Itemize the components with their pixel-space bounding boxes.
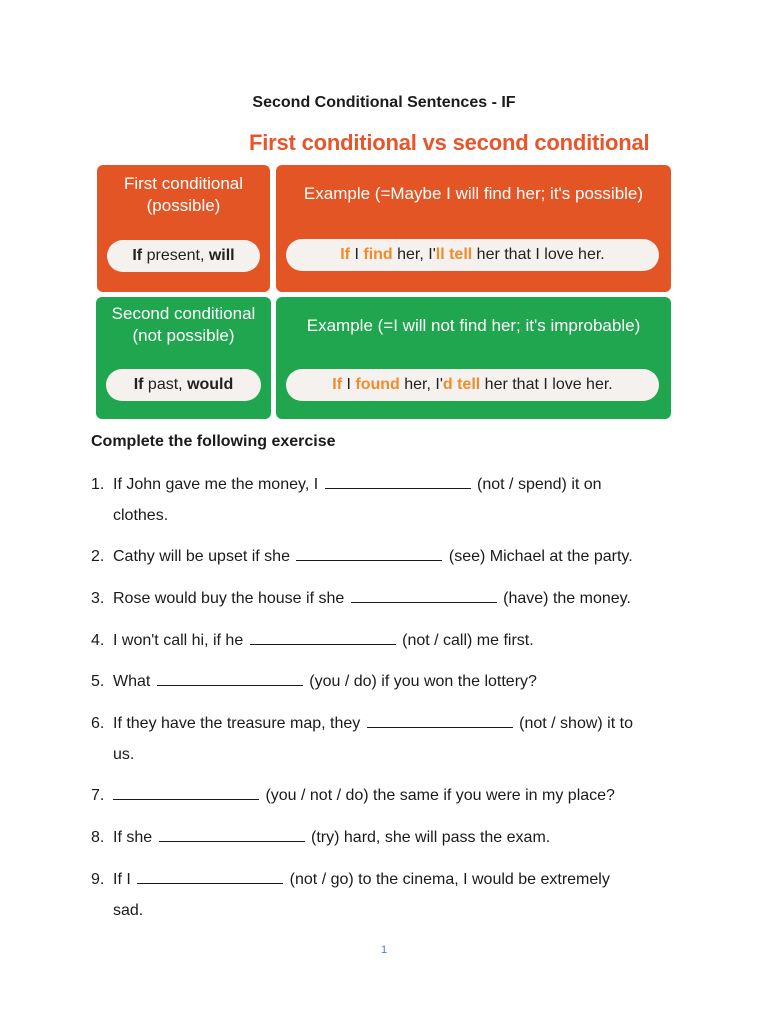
first-conditional-label: First conditional (possible)	[123, 174, 244, 215]
answer-blank[interactable]	[250, 630, 396, 645]
document-title: Second Conditional Sentences - IF	[252, 94, 516, 111]
answer-blank[interactable]	[113, 785, 259, 800]
second-example-sentence: If I found her, I'd tell her that I love her.	[286, 369, 659, 401]
conditionals-infographic	[91, 120, 673, 422]
answer-blank[interactable]	[325, 474, 471, 489]
first-conditional-formula: If present, will	[107, 240, 260, 272]
answer-blank[interactable]	[351, 588, 497, 603]
second-conditional-box	[96, 297, 271, 419]
answer-blank[interactable]	[157, 671, 303, 686]
first-example-sentence: If I find her, I'll tell her that I love her.	[286, 239, 659, 271]
first-conditional-box	[97, 165, 270, 292]
first-example-label: Example (=Maybe I will find her; it's possible)	[303, 184, 644, 203]
second-conditional-formula: If past, would	[106, 369, 261, 401]
infographic-heading: First conditional vs second conditional	[249, 130, 650, 155]
first-conditional-example-box	[276, 165, 671, 292]
answer-blank[interactable]	[296, 546, 442, 561]
answer-blank[interactable]	[159, 827, 305, 842]
second-example-label: Example (=I will not find her; it's improbable)	[306, 316, 641, 335]
answer-blank[interactable]	[367, 713, 513, 728]
second-conditional-example-box	[276, 297, 671, 419]
page-number: 1	[380, 944, 388, 956]
answer-blank[interactable]	[137, 869, 283, 884]
exercise-heading: Complete the following exercise	[91, 433, 336, 450]
second-conditional-label: Second conditional (not possible)	[111, 304, 256, 345]
